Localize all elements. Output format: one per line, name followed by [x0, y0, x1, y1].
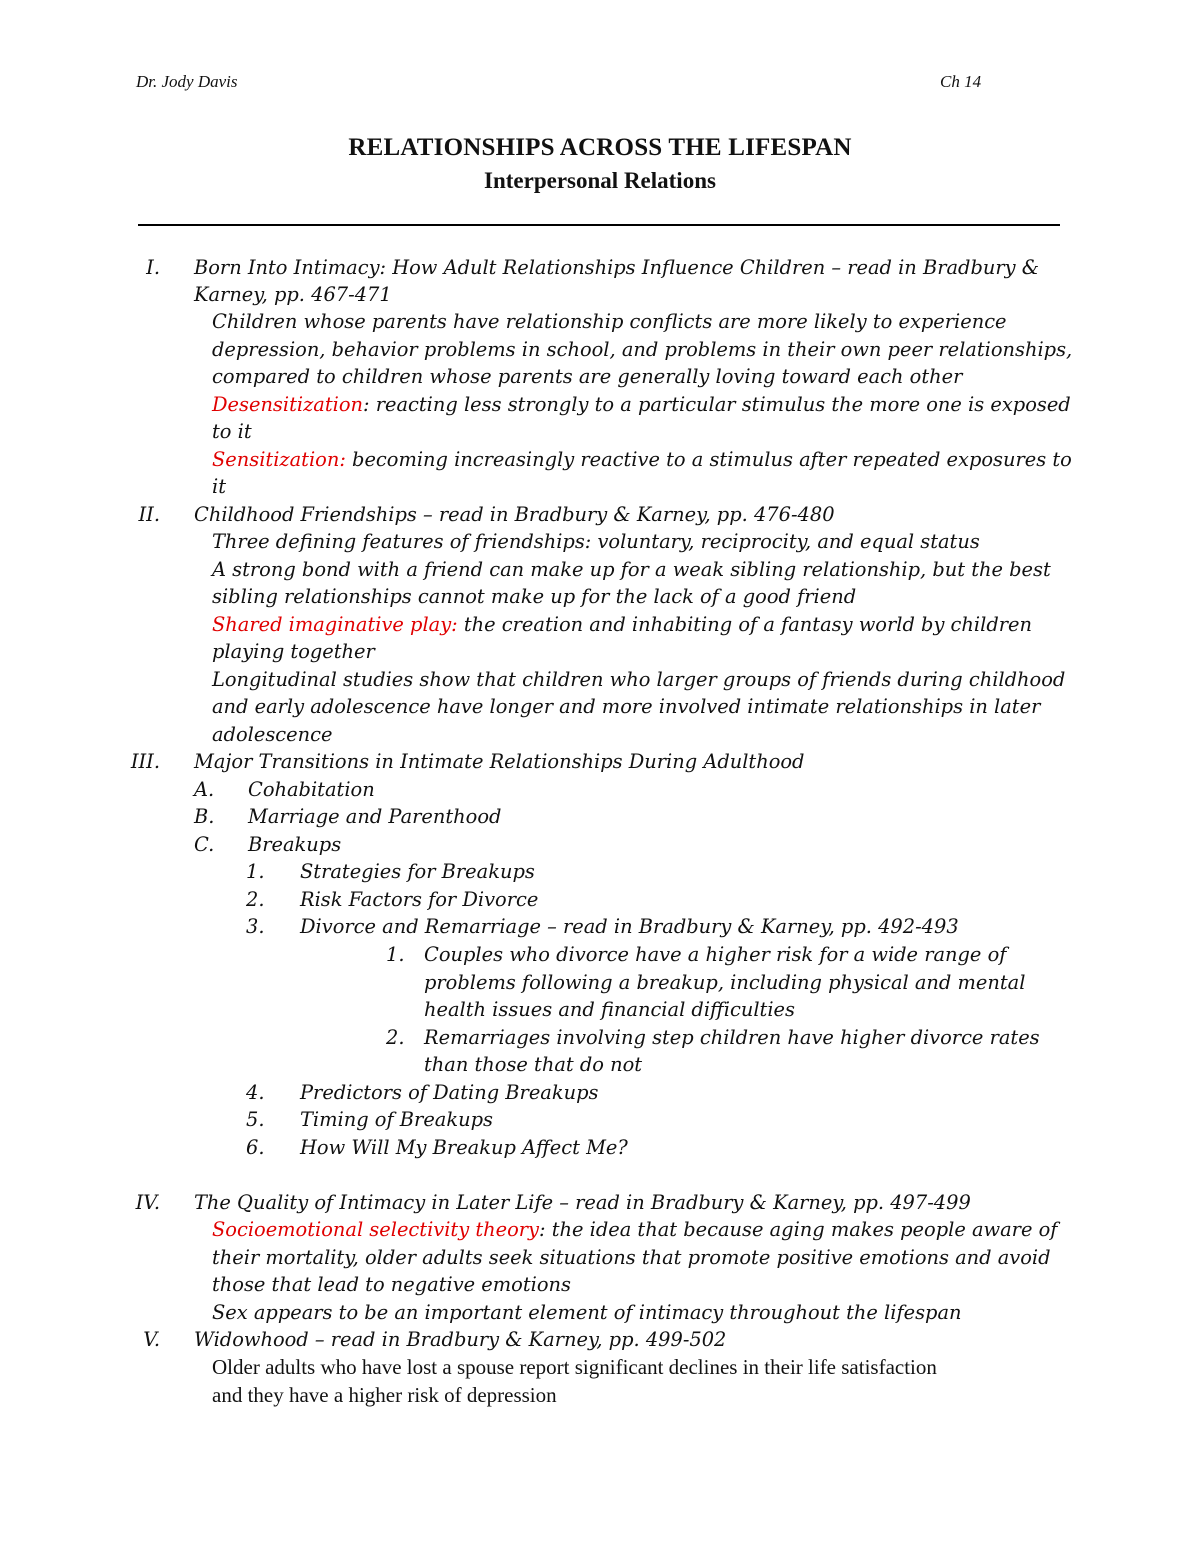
- shared-play-definition-cont: playing together: [212, 640, 375, 663]
- item-c3a-text: Couples who divorce have a higher risk for a wide range of: [424, 943, 1007, 966]
- section-3-numeral: III.: [130, 750, 160, 773]
- item-c5-label: 5.: [246, 1108, 265, 1131]
- item-c6-label: 6.: [246, 1136, 265, 1159]
- item-c3a-text-cont: health issues and financial difficulties: [424, 998, 795, 1021]
- section-2-paragraph-cont: and early adolescence have longer and more involved intimate relationships in later: [212, 695, 1041, 718]
- ses-theory-definition: [212, 1216, 1057, 1243]
- definition-text: the creation and inhabiting of a fantasy world by children: [457, 613, 1032, 636]
- section-3-heading: Major Transitions in Intimate Relationships During Adulthood: [194, 750, 805, 773]
- definition-text: becoming increasingly reactive to a stimulus after repeated exposures to: [345, 448, 1072, 471]
- section-5-heading: Widowhood – read in Bradbury & Karney, pp. 499-502: [194, 1328, 727, 1351]
- section-2-paragraph: A strong bond with a friend can make up for a weak sibling relationship, but the best: [212, 558, 1051, 581]
- item-a-text: Cohabitation: [248, 778, 375, 801]
- title-divider: [138, 224, 1060, 226]
- item-c3b-label: 2.: [386, 1026, 405, 1049]
- section-4-numeral: IV.: [135, 1191, 160, 1214]
- item-c3-label: 3.: [246, 915, 265, 938]
- item-c5-text: Timing of Breakups: [300, 1108, 493, 1131]
- item-b-label: B.: [194, 805, 215, 828]
- item-c1-text: Strategies for Breakups: [300, 860, 535, 883]
- item-b-text: Marriage and Parenthood: [248, 805, 502, 828]
- page-subtitle: Interpersonal Relations: [484, 168, 716, 193]
- item-c2-label: 2.: [246, 888, 265, 911]
- section-2-paragraph-cont: sibling relationships cannot make up for the lack of a good friend: [212, 585, 857, 608]
- section-4-paragraph: Sex appears to be an important element of intimacy throughout the lifespan: [212, 1301, 962, 1324]
- desensitization-definition: [212, 391, 1071, 418]
- sensitization-definition: [212, 446, 1072, 473]
- section-2-numeral: II.: [138, 503, 160, 526]
- item-c3b-text-cont: than those that do not: [424, 1053, 643, 1076]
- section-1-paragraph-cont: depression, behavior problems in school, and problems in their own peer relationships,: [212, 338, 1073, 361]
- section-1-heading-cont: Karney, pp. 467-471: [194, 283, 392, 306]
- term-shared-imaginative-play: Shared imaginative play:: [212, 613, 458, 636]
- section-2-paragraph: Longitudinal studies show that children who larger groups of friends during childhood: [212, 668, 1066, 691]
- ses-theory-definition-cont: those that lead to negative emotions: [212, 1273, 571, 1296]
- section-5-numeral: V.: [143, 1328, 160, 1351]
- header-chapter: Ch 14: [940, 72, 982, 91]
- item-c3-text: Divorce and Remarriage – read in Bradbury & Karney, pp. 492-493: [300, 915, 959, 938]
- item-c3a-label: 1.: [386, 943, 405, 966]
- section-1-paragraph: Children whose parents have relationship conflicts are more likely to experience: [212, 310, 1007, 333]
- item-c-text: Breakups: [248, 833, 342, 856]
- item-c3a-text-cont: problems following a breakup, including physical and mental: [424, 971, 1026, 994]
- item-c6-text: How Will My Breakup Affect Me?: [300, 1136, 628, 1159]
- term-desensitization: Desensitization: [212, 393, 364, 416]
- definition-text: : reacting less strongly to a particular stimulus the more one is exposed: [363, 393, 1071, 416]
- section-5-paragraph-cont: and they have a higher risk of depression: [212, 1383, 557, 1407]
- item-c1-label: 1.: [246, 860, 265, 883]
- section-5-paragraph: Older adults who have lost a spouse report significant declines in their life satisfaction: [212, 1355, 937, 1379]
- item-a-label: A.: [194, 778, 215, 801]
- item-c3b-text: Remarriages involving step children have higher divorce rates: [424, 1026, 1040, 1049]
- item-c4-text: Predictors of Dating Breakups: [300, 1081, 599, 1104]
- item-c4-label: 4.: [246, 1081, 265, 1104]
- desensitization-definition-cont: to it: [212, 420, 252, 443]
- section-2-paragraph: Three defining features of friendships: voluntary, reciprocity, and equal status: [212, 530, 980, 553]
- definition-text: : the idea that because aging makes people aware of: [539, 1218, 1058, 1241]
- section-1-paragraph-cont: compared to children whose parents are generally loving toward each other: [212, 365, 963, 388]
- section-1-numeral: I.: [146, 256, 160, 279]
- item-c-label: C.: [194, 833, 215, 856]
- item-c2-text: Risk Factors for Divorce: [300, 888, 539, 911]
- term-socioemotional-selectivity-theory: Socioemotional selectivity theory: [212, 1218, 539, 1241]
- section-2-paragraph-cont: adolescence: [212, 723, 333, 746]
- page-title: RELATIONSHIPS ACROSS THE LIFESPAN: [348, 134, 852, 161]
- section-4-heading: The Quality of Intimacy in Later Life – read in Bradbury & Karney, pp. 497-499: [194, 1191, 971, 1214]
- term-sensitization: Sensitization:: [212, 448, 346, 471]
- header-author: Dr. Jody Davis: [136, 72, 238, 91]
- sensitization-definition-cont: it: [212, 475, 226, 498]
- section-1-heading: Born Into Intimacy: How Adult Relationships Influence Children – read in Bradbury &: [194, 256, 1039, 279]
- shared-play-definition: [212, 611, 1032, 638]
- ses-theory-definition-cont: their mortality, older adults seek situations that promote positive emotions and avoid: [212, 1246, 1051, 1269]
- section-2-heading: Childhood Friendships – read in Bradbury & Karney, pp. 476-480: [194, 503, 835, 526]
